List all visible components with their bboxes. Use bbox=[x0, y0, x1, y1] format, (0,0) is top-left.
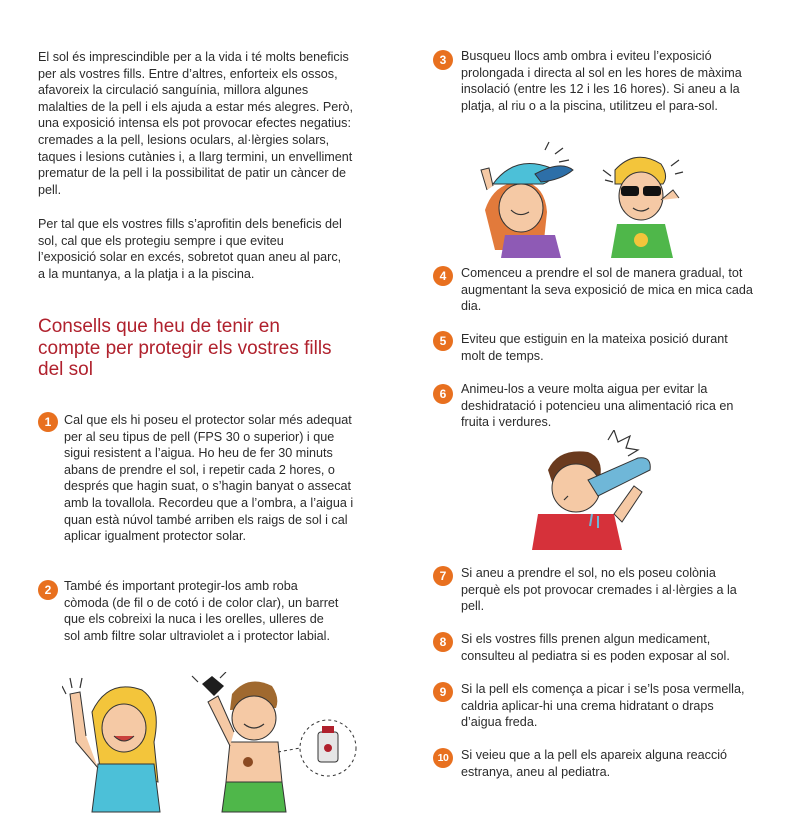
illustration-kids-applying-sunscreen bbox=[62, 672, 362, 822]
tip-number-badge: 2 bbox=[38, 580, 58, 600]
tip-number-badge: 1 bbox=[38, 412, 58, 432]
tip-text: Si la pell els comença a picar i se’ls posa vermella, caldria aplicar-hi una crema hidratant o draps d’aigua freda. bbox=[461, 682, 745, 730]
section-heading: Consells que heu de tenir en compte per protegir els vostres fills del sol bbox=[38, 316, 332, 380]
tip-number-badge: 5 bbox=[433, 331, 453, 351]
tip-number-badge: 10 bbox=[433, 748, 453, 768]
tip-text: Animeu-los a veure molta aigua per evitar la deshidratació i potencieu una alimentació rica en fruita i verdures. bbox=[461, 382, 734, 430]
tip-text: Si aneu a prendre el sol, no els poseu colònia perquè els pot provocar cremades i al·lèrgies a la pell. bbox=[461, 566, 737, 614]
illustration-boy-drinking-water bbox=[518, 430, 658, 550]
tip-text: Eviteu que estiguin en la mateixa posició durant molt de temps. bbox=[461, 332, 728, 363]
tip-number-badge: 8 bbox=[433, 632, 453, 652]
tip-number-badge: 9 bbox=[433, 682, 453, 702]
tip-text: Cal que els hi poseu el protector solar més adequat per al seu tipus de pell (FPS 30 o superior) i que sigui resistent a l’aigua. Ho heu de fer 30 minuts abans de prendre el sol, i repetir cada 2 hores, o després que hagin suat, o s’hagin banyat o assecat amb la tovallola. Recordeu que a l’ombra, a l’aigua i quan està núvol també arriben els raigs de sol i cal aplicar igualment protector solar. bbox=[64, 413, 354, 544]
tip-number-badge: 6 bbox=[433, 384, 453, 404]
illustration-kids-with-cap-and-sunglasses bbox=[465, 140, 685, 258]
tip-text: Si veieu que a la pell els apareix alguna reacció estranya, aneu al pediatra. bbox=[461, 748, 728, 779]
tip-number-badge: 4 bbox=[433, 266, 453, 286]
intro-paragraph-2: Per tal que els vostres fills s’aprofitin dels beneficis del sol, cal que els protegiu sempre i que eviteu l’exposició solar en excés, sobretot quan aneu al parc, a la muntanya, a la platja i a la piscina. bbox=[38, 217, 342, 281]
tip-text: Comenceu a prendre el sol de manera gradual, tot augmentant la seva exposició de mica en mica cada dia. bbox=[461, 266, 753, 314]
intro-paragraph-1: El sol és imprescindible per a la vida i té molts beneficis per als vostres fills. Entre d’altres, enforteix els ossos, afavoreix la circulació sanguínia, millora algunes malalties de la pell i els ajuda a estar més alegres. Però, una exposició intensa els pot provocar efectes negatius: cremades a la pell, lesions oculars, al·lèrgies solars, taques i lesions cutànies i, a llarg termini, un envelliment prematur de la pell i la possibilitat de patir un càncer de pell. bbox=[38, 50, 354, 197]
tip-text: Si els vostres fills prenen algun medicament, consulteu al pediatra si es poden exposar al sol. bbox=[461, 632, 730, 663]
tip-number-badge: 3 bbox=[433, 50, 453, 70]
tip-number-badge: 7 bbox=[433, 566, 453, 586]
tip-text: També és important protegir-los amb roba còmoda (de fil o de cotó i de color clar), un barret que els cobreixi la nuca i les orelles, ulleres de sol amb filtre solar ultraviolet a i protector labial. bbox=[64, 579, 339, 643]
tip-text: Busqueu llocs amb ombra i eviteu l’exposició prolongada i directa al sol en les hores de màxima insolació (entre les 12 i les 16 hores). Si aneu a la platja, al riu o a la piscina, utilitzeu el para-sol. bbox=[461, 49, 742, 113]
